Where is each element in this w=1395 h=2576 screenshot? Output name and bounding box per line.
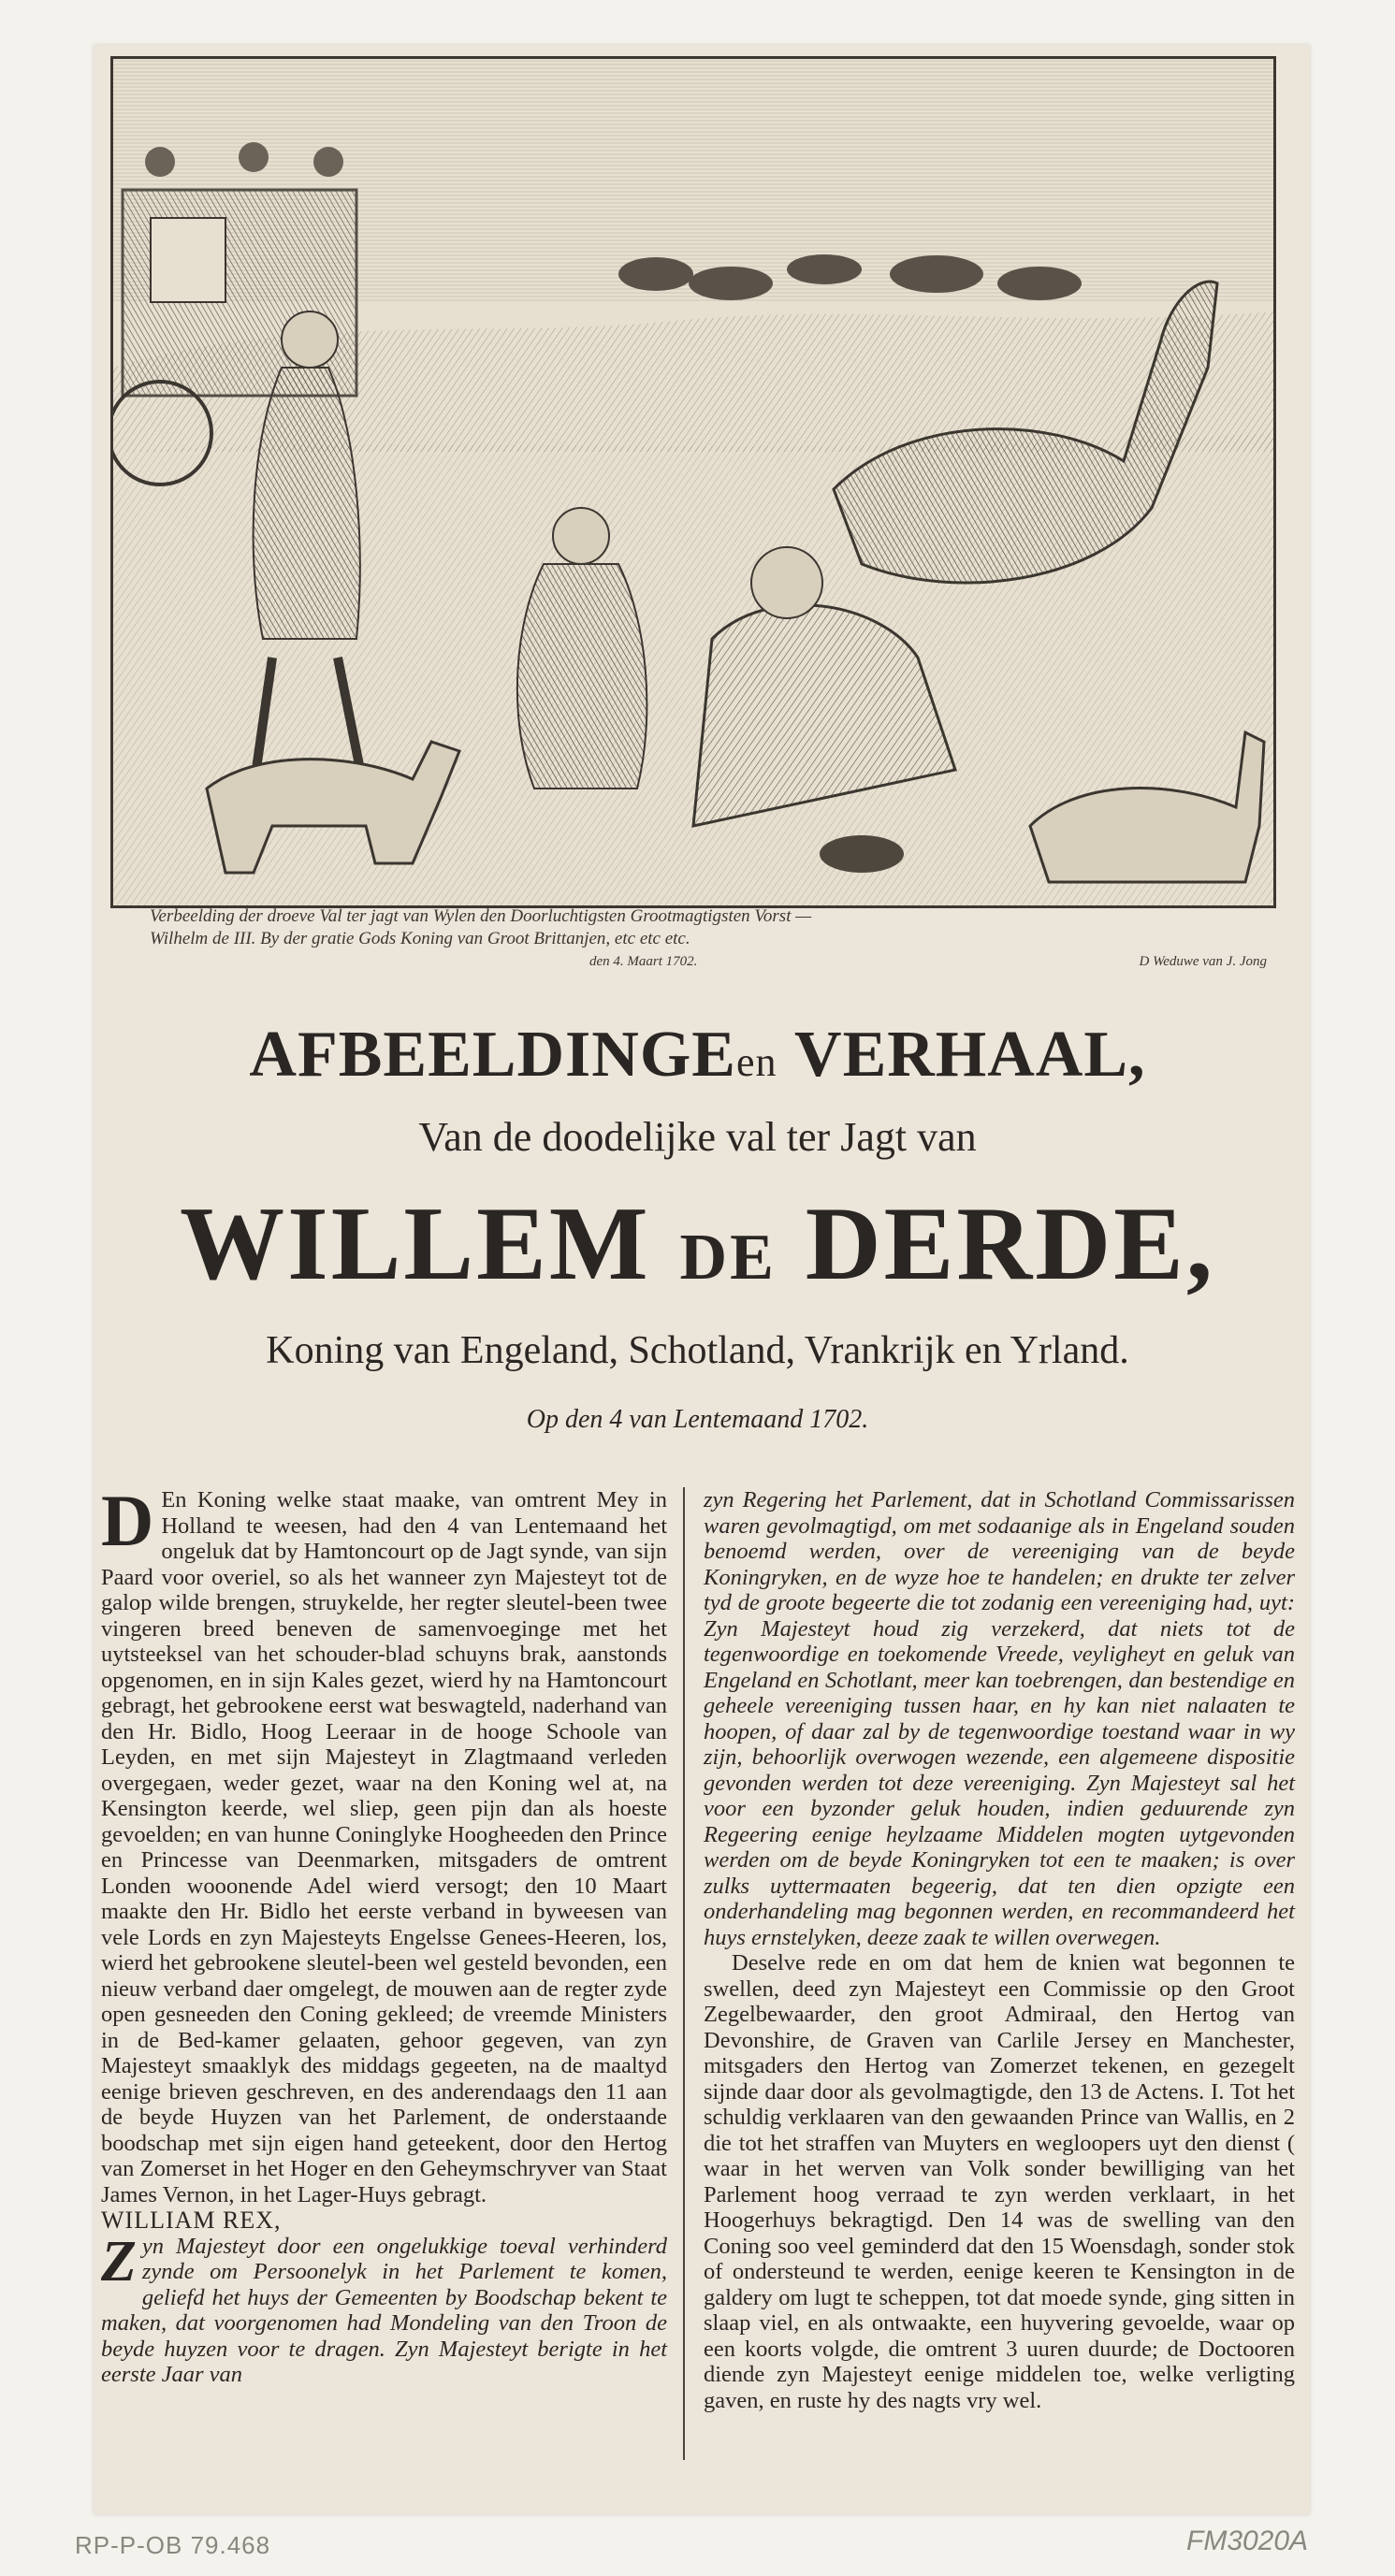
dropcap-d: D bbox=[101, 1480, 154, 1561]
dropcap-z: Z bbox=[101, 2229, 137, 2294]
text-column-right bbox=[704, 1487, 1295, 2413]
caption-line-2: Wilhelm de III. By der gratie Gods Koning van Groot Brittanjen, etc etc etc. bbox=[150, 929, 690, 948]
title-word-en: en bbox=[735, 1039, 777, 1085]
right-paragraph-2: Deselve rede en om dat hem de knien wat begonnen te swellen, deed zyn Majesteyt een Commissie op den Groot Zegelbewaarder, den groot Admiraal, den Hertog van Devonshire, de Graven van Carlile Jersey en Manchester, mitsgaders den Hertog van Zomerzet tekenen, en gezegelt sijnde daar door als gevolmagtigde, den 13 de Actens. I. Tot het schuldig verklaaren van den gewaanden Prince van Wallis, en 2 die tot het straffen van Muyters en wegloopers uyt den dienst ( waar in het werven van Volk sonder bewilliging van het Parlement hoog verraad te zyn werden verklaart, in het Hoogerhuys bekragtigd. Den 14 was de swelling van den Coning soo veel geminderd dat den 15 Woensdagh, sonder stok of ondersteund te werden, eenige keeren te Kensington in de galdery om lugt te scheppen, tot dat moede synde, ging sitten in slaap viel, en als ontwaakte, een huyvering gevoelde, waar op een koorts volgde, die omtrent 3 uuren duurde; de Doctooren diende zyn Majesteyt eenige middelen toe, welke verligting gaven, en ruste hy des nagts vry wel. bbox=[704, 1950, 1295, 2413]
caption-line-1: Verbeelding der droeve Val ter jagt van Wylen den Doorluchtigsten Grootmagtigsten Vorst — bbox=[150, 906, 812, 926]
hunting-scene-engraving bbox=[113, 59, 1273, 905]
title-word-derde: DERDE, bbox=[805, 1186, 1215, 1302]
engraving-plate bbox=[110, 56, 1276, 908]
left-paragraph-1 bbox=[101, 1480, 667, 2207]
left-paragraph-1-text: En Koning welke staat maake, van omtrent Mey in Holland te weesen, had den 4 van Lentemaand het ongeluk dat by Hamtoncourt op de Jagt synde, van sijn Paard voor overiel, so als het wanneer zyn Majesteyt tot de galop wilde brengen, struykelde, her regter sleutel-been twee vingeren breed beneven de samenvoeginge met het uytsteeksel van het schouder-blad schuyns brak, aanstonds opgenomen, en in sijn Kales gezet, wierd hy na Hamtoncourt gebragt, het gebrookene eerst wat beswagteld, naderhand van den Hr. Bidlo, Hoog Leeraar in de hooge Schoole van Leyden, en met sijn Majesteyt in Zlagtmaand verleden overgegaen, weder gezet, waar na den Koning wel at, na Kensington keerde, wel sliep, geen pijn dan als hoeste gevoelden; en van hunne Coninglyke Hoogheeden den Prince en Princesse van Deenmarken, mitsgaders de omtrent Londen wooonende Adel wierd versogt; den 10 Maart maakte den Hr. Bidlo het eerste verband in byweesen van vele Lords en zyn Majesteyts Engelsse Genees-Heeren, los, wierd het gebrookene sleutel-been wel gesteld bevonden, een nieuw verband daer omgelegt, de mouwen aan de regter zyde open gesneeden den Coning gekleed; de vreemde Ministers in de Bed-kamer gelaaten, gehoor gegeven, van zyn Majesteyt smaaklyk des middags gegeeten, na de maaltyd eenige brieven geschreven, en des anderendaags den 11 aan de beyde Huyzen van het Parlement, de onderstaande boodschap met sijn eigen hand geteekent, door den Hertog van Zomerset in het Hoger en den Geheymschryver van Staat James Vernon, in het Lager-Huys gebragt. bbox=[101, 1487, 667, 2207]
caption-date: den 4. Maart 1702. bbox=[589, 954, 698, 969]
title-word-de: DE bbox=[679, 1222, 777, 1294]
caption-signature: D Weduwe van J. Jong bbox=[1139, 954, 1267, 969]
column-divider bbox=[683, 1487, 685, 2460]
plate-caption bbox=[150, 905, 1272, 969]
title-subtitle: Van de doodelijke val ter Jagt van bbox=[418, 1114, 977, 1160]
right-paragraph-1: zyn Regering het Parlement, dat in Schotland Commissarissen waren gevolmagtigd, om met sodaanige als in Engeland souden benoemd werden, over de vereeniging van de beyde Koningryken, en de wyze hoe te handelen; en drukte ter zelver tyd de groote begeerte die tot zodanig een vereeniging had, uyt: Zyn Majesteyt houd zig verzekerd, dat niets tot de tegenwoordige en toekomende Vreede, veyligheyt en geluk van Engeland en Schotlant, meer kan toebrengen, dan bestendige en geheele vereeniging tussen haar, en hy kan niet nalaaten te hoopen, of daar zal by de tegenwoordige toestand waar in wy zijn, behoorlijk overwogen wezende, een algemeene dispositie gevonden werden tot deze vereeniging. Zyn Majesteyt sal het voor een byzonder geluk houden, indien geduurende zyn Regeering eenige heylzaame Middelen mogten uytgevonden werden om de beyde Koningryken tot een te maaken; is over zulks uyttermaaten begeerig, dat ten dien opzigte een onderhandeling mag begonnen werden, en recommandeerd het huys ernstelyken, deeze zaak te willen overwegen. bbox=[704, 1487, 1295, 1950]
inventory-stamp: RP-P-OB 79.468 bbox=[75, 2531, 271, 2559]
william-rex-heading: WILLIAM REX, bbox=[101, 2207, 282, 2234]
title-afbeeldinge bbox=[0, 1018, 1395, 1093]
title-word-willem: WILLEM bbox=[180, 1186, 651, 1302]
left-paragraph-2 bbox=[101, 2229, 667, 2388]
title-willem-de-derde bbox=[0, 1184, 1395, 1305]
inventory-number: FM3020A bbox=[1186, 2525, 1309, 2556]
text-column-left bbox=[101, 1480, 667, 2388]
title-word-afbeeldinge: AFBEELDINGE bbox=[249, 1019, 736, 1091]
title-word-verhaal: VERHAAL, bbox=[794, 1019, 1146, 1091]
title-kingdoms: Koning van Engeland, Schotland, Vrankrijk en Yrland. bbox=[266, 1329, 1129, 1372]
title-date: Op den 4 van Lentemaand 1702. bbox=[526, 1405, 869, 1434]
left-paragraph-2-text: yn Majesteyt door een ongelukkige toeval verhinderd zynde om Persoonelyk in het Parlement te komen, geliefd het huys der Gemeenten by Boodschap bekent te maken, dat voorgenomen had Mondeling van den Troon de beyde huyzen voor te dragen. Zyn Majesteyt berigte in het eerste Jaar van bbox=[101, 2233, 667, 2387]
